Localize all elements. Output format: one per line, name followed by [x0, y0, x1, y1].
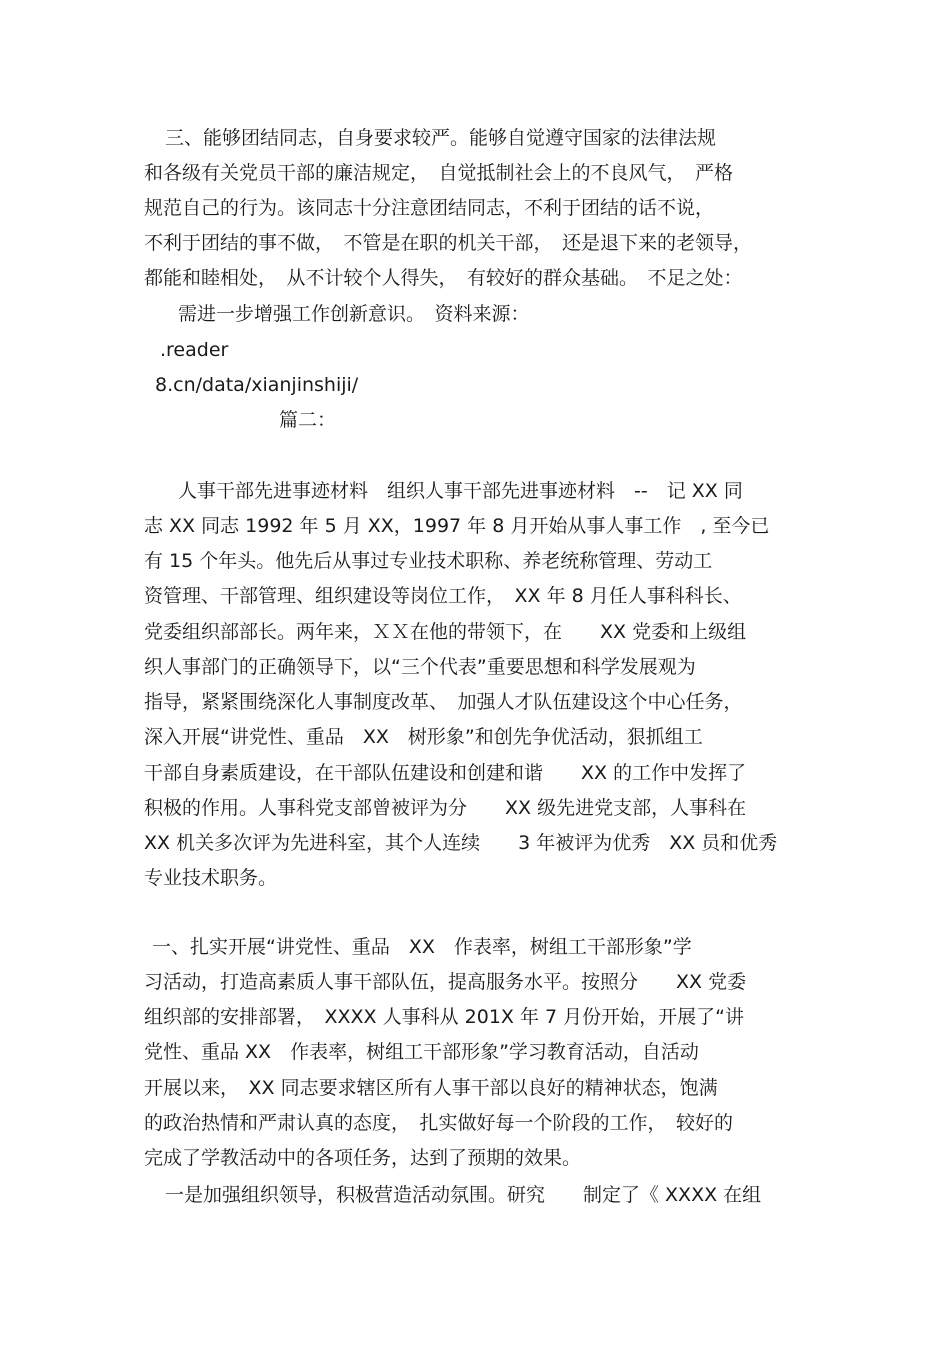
text-line: 积极的作用。人事科党支部曾被评为分 XX 级先进党支部，人事科在 — [144, 797, 747, 819]
text-line: 的政治热情和严肃认真的态度， 扎实做好每一个阶段的工作， 较好的 — [144, 1112, 734, 1134]
source-url-line: 8.cn/data/xianjinshiji/ — [155, 374, 359, 396]
text-line: 三、能够团结同志，自身要求较严。能够自觉遵守国家的法律法规 — [165, 127, 717, 149]
text-line: 党性、重品 XX 作表率，树组工干部形象”学习教育活动，自活动 — [144, 1041, 699, 1063]
text-line: 规范自己的行为。该同志十分注意团结同志，不利于团结的话不说， — [144, 197, 715, 219]
text-line: 织人事部门的正确领导下，以“三个代表”重要思想和科学发展观为 — [144, 656, 696, 678]
text-line: 指导，紧紧围绕深化人事制度改革、 加强人才队伍建设这个中心任务， — [144, 691, 743, 713]
text-line: 有 15 个年头。他先后从事过专业技术职称、养老统称管理、劳动工 — [144, 550, 713, 572]
text-line: 习活动，打造高素质人事干部队伍，提高服务水平。按照分 XX 党委 — [144, 971, 747, 993]
text-line: 深入开展“讲党性、重品 XX 树形象”和创先争优活动，狠抓组工 — [144, 726, 703, 748]
text-line: 和各级有关党员干部的廉洁规定， 自觉抵制社会上的不良风气， 严格 — [144, 162, 734, 184]
text-line: 一、扎实开展“讲党性、重品 XX 作表率，树组工干部形象”学 — [152, 936, 692, 958]
text-line: 党委组织部部长。两年来，ＸＸ在他的带领下，在 XX 党委和上级组 — [144, 621, 747, 643]
text-line: 人事干部先进事迹材料 组织人事干部先进事迹材料 -- 记 XX 同 — [178, 480, 743, 502]
text-line: 不利于团结的事不做， 不管是在职的机关干部， 还是退下来的老领导， — [144, 232, 753, 254]
text-line: 需进一步增强工作创新意识。 资料来源： — [178, 303, 530, 325]
text-line: 一是加强组织领导，积极营造活动氛围。研究 制定了《 XXXX 在组 — [165, 1184, 762, 1206]
section-heading: 篇二： — [279, 409, 337, 431]
text-line: 干部自身素质建设，在干部队伍建设和创建和谐 XX 的工作中发挥了 — [144, 762, 747, 784]
source-url-line: .reader — [160, 339, 229, 361]
text-line: 志 XX 同志 1992 年 5 月 XX，1997 年 8 月开始从事人事工作 , 至今已 — [144, 515, 770, 537]
text-line: 组织部的安排部署， XXXX 人事科从 201X 年 7 月份开始，开展了“讲 — [144, 1006, 744, 1028]
text-line: XX 机关多次评为先进科室，其个人连续 3 年被评为优秀 XX 员和优秀 — [144, 832, 778, 854]
text-line: 完成了学教活动中的各项任务，达到了预期的效果。 — [144, 1147, 582, 1169]
text-line: 专业技术职务。 — [144, 867, 278, 889]
text-line: 都能和睦相处， 从不计较个人得失， 有较好的群众基础。 不足之处： — [144, 267, 743, 289]
text-line: 开展以来， XX 同志要求辖区所有人事干部以良好的精神状态，饱满 — [144, 1077, 718, 1099]
text-line: 资管理、干部管理、组织建设等岗位工作， XX 年 8 月任人事科科长、 — [144, 585, 742, 607]
